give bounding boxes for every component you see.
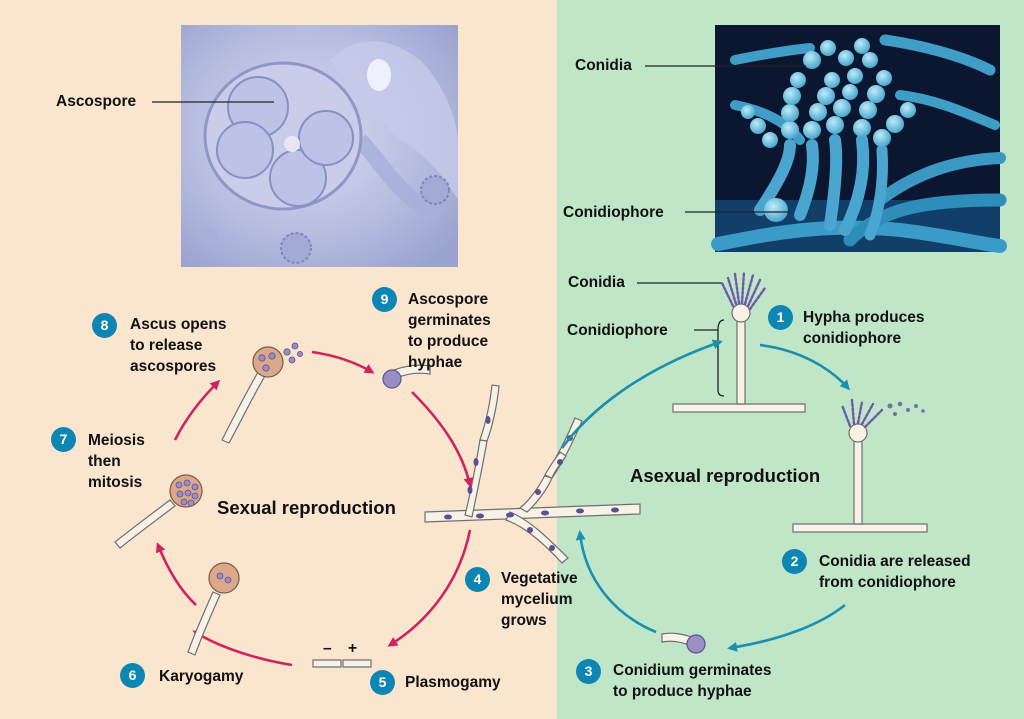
plasmogamy-plus-sign: + [348, 640, 358, 657]
step-8-line-1: Ascus opens [130, 316, 227, 333]
conidia-micrograph [715, 25, 1000, 252]
step-5-line-1: Plasmogamy [405, 674, 501, 691]
step-7-line-3: mitosis [88, 474, 143, 491]
ascospore-callout: Ascospore [56, 93, 137, 110]
ascospore-micrograph [181, 25, 458, 267]
step-4-badge: 4 [465, 567, 490, 592]
conidia-callout: Conidia [568, 274, 625, 291]
step-4-line-3: grows [501, 612, 547, 629]
step-4-line-2: mycelium [501, 591, 573, 608]
step-9-badge: 9 [372, 287, 397, 312]
step-2-badge: 2 [782, 549, 807, 574]
step-8-line-3: ascospores [130, 358, 217, 375]
step-4-line-1: Vegetative [501, 570, 578, 587]
plasmogamy-minus-sign: – [323, 640, 332, 657]
step-6-line-1: Karyogamy [159, 668, 244, 685]
step-1-badge: 1 [768, 305, 793, 330]
step-7-line-1: Meiosis [88, 432, 145, 449]
step-3-line-1: Conidium germinates [613, 662, 772, 679]
step-7-badge: 7 [51, 427, 76, 452]
step-2-line-1: Conidia are released [819, 553, 971, 570]
step-1-line-2: conidiophore [803, 330, 902, 347]
step-1-line-1: Hypha produces [803, 309, 925, 326]
asexual-cycle-title: Asexual reproduction [630, 465, 821, 486]
conidiophore-photo-callout: Conidiophore [563, 204, 664, 221]
conidia-photo-callout: Conidia [575, 57, 632, 74]
step-7-line-2: then [88, 453, 121, 470]
step-9-line-2: germinates [408, 312, 491, 329]
step-3-line-2: to produce hyphae [613, 683, 752, 700]
step-2-line-2: from conidiophore [819, 574, 956, 591]
sexual-cycle-title: Sexual reproduction [217, 497, 396, 518]
step-9-line-4: hyphae [408, 354, 463, 371]
step-6-badge: 6 [120, 663, 145, 688]
step-9-line-3: to produce [408, 333, 489, 350]
step-9-line-1: Ascospore [408, 291, 489, 308]
step-8-line-2: to release [130, 337, 203, 354]
step-5-badge: 5 [370, 670, 395, 695]
step-3-badge: 3 [576, 659, 601, 684]
conidiophore-callout: Conidiophore [567, 322, 668, 339]
step-8-badge: 8 [92, 313, 117, 338]
